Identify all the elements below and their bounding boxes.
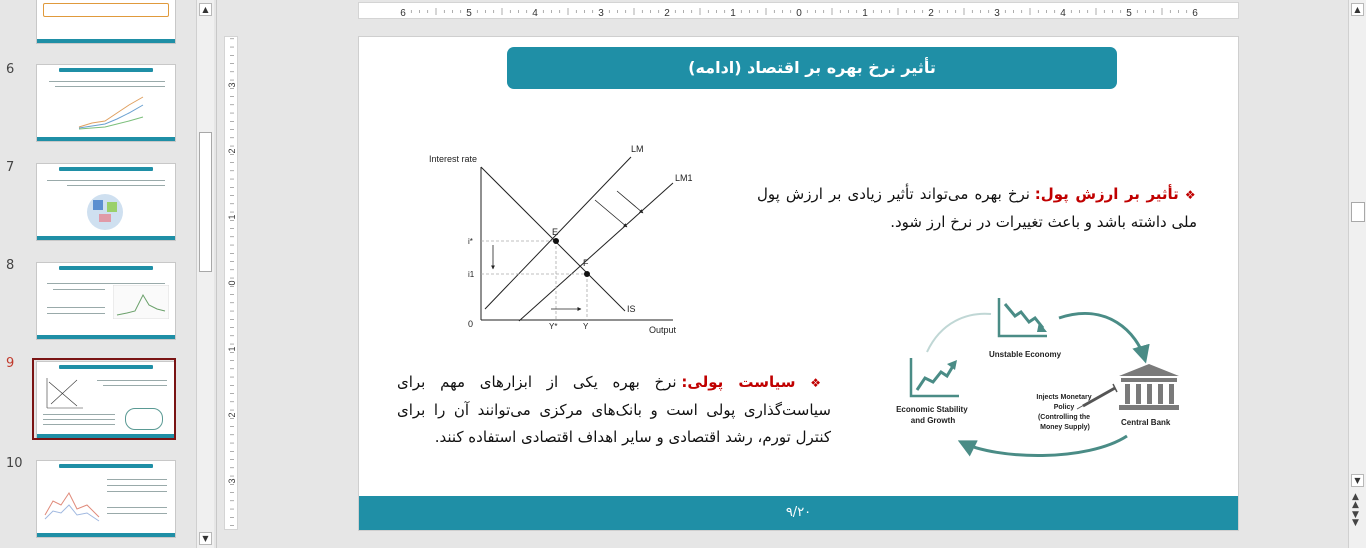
slide-scrollbar[interactable] (1348, 0, 1366, 548)
point-f (584, 271, 590, 277)
point-e-label: E (552, 227, 559, 237)
x-axis-label: Output (649, 325, 677, 335)
cycle-arrow-icon (961, 436, 1127, 456)
slide-thumbnail-7[interactable] (36, 163, 176, 241)
ystar-label: Y* (549, 322, 558, 331)
y-axis-label: Interest rate (429, 154, 478, 164)
istar-label: i* (468, 237, 473, 246)
ruler-label: 1 (227, 214, 237, 220)
vertical-ruler[interactable] (224, 36, 238, 530)
bullet-diamond-icon: ❖ (810, 376, 832, 390)
slide-number-7: 7 (6, 160, 15, 175)
horizontal-ruler[interactable] (358, 2, 1239, 19)
scroll-down-button[interactable]: ▼ (1351, 474, 1364, 487)
ruler-label: 5 (1126, 8, 1132, 19)
point1-text: نرخ بهره می‌تواند تأثیر زیادی بر ارزش پول ملی داشته باشد و باعث تغییرات در نرخ ارز شود. (757, 185, 1197, 231)
thumb-chart-icon (43, 475, 103, 525)
slide-thumbnail-pane (0, 0, 196, 548)
slide-canvas[interactable] (358, 36, 1239, 531)
slide-number-10: 10 (6, 456, 23, 471)
injects-label: Injects Monetary Policy (Controlling the Money Supply) (1036, 394, 1092, 431)
islm-graph[interactable] (423, 137, 713, 342)
downtrend-chart-icon (999, 298, 1047, 336)
ruler-label: 3 (994, 8, 1000, 19)
scroll-up-button[interactable]: ▲ (199, 3, 212, 16)
ruler-label: 4 (1060, 8, 1066, 19)
ruler-label: 1 (862, 8, 868, 19)
bullet-point-monetary-policy[interactable] (397, 369, 831, 451)
uptrend-chart-icon (911, 358, 959, 396)
slide-number-9: 9 (6, 356, 15, 371)
slide-title[interactable]: تأثیر نرخ بهره بر اقتصاد (ادامه) (507, 47, 1117, 89)
ruler-label: 4 (532, 8, 538, 19)
scroll-thumb[interactable] (1351, 202, 1365, 222)
slide-thumbnail-6[interactable] (36, 64, 176, 142)
ruler-label: 3 (598, 8, 604, 19)
thumb-chart-icon (113, 285, 169, 319)
cycle-arrow-icon (1059, 314, 1145, 360)
slide-thumbnail-8[interactable] (36, 262, 176, 340)
cycle-arrow-icon (927, 314, 991, 352)
lm-label: LM (631, 144, 644, 154)
bank-building-icon (1119, 364, 1179, 410)
slide-thumbnail-5[interactable] (36, 0, 176, 44)
point2-text: نرخ بهره یکی از ابزارهای مهم برای سیاست‌گذاری پولی است و بانک‌های مرکزی می‌توانند آن را برای کنترل تورم، رشد اقتصادی و سایر اهداف اقتصادی استفاده کنند. (397, 373, 831, 446)
point-f-label: F (583, 258, 589, 268)
ruler-ticks (359, 3, 1240, 20)
origin-label: 0 (468, 319, 474, 329)
ruler-label: 2 (227, 412, 237, 418)
ruler-label: 2 (928, 8, 934, 19)
stability-label: Economic Stability and Growth (896, 405, 968, 425)
ruler-label: 6 (1192, 8, 1198, 19)
bullet-diamond-icon: ❖ (1184, 188, 1197, 202)
central-bank-label: Central Bank (1121, 418, 1171, 427)
ruler-label: 0 (227, 280, 237, 286)
shift-arrow-icon (595, 200, 627, 227)
next-slide-icon[interactable]: ▼ ▼ (1352, 510, 1359, 528)
ruler-label: 1 (730, 8, 736, 19)
scroll-up-button[interactable]: ▲ (1351, 3, 1364, 16)
lm1-label: LM1 (675, 173, 693, 183)
point2-heading: سیاست پولی: (681, 373, 796, 391)
selected-slide-frame (32, 358, 176, 440)
thumbnail-scrollbar[interactable] (196, 0, 214, 548)
ruler-label: 3 (227, 82, 237, 88)
monetary-cycle-diagram[interactable] (887, 292, 1187, 458)
pane-divider[interactable] (216, 0, 217, 548)
ruler-label: 6 (400, 8, 406, 19)
shift-arrow-icon (617, 191, 643, 213)
lm1-curve (519, 183, 673, 321)
ruler-label: 1 (227, 346, 237, 352)
ruler-label: 2 (227, 148, 237, 154)
point-e (553, 238, 559, 244)
ruler-label: 3 (227, 478, 237, 484)
thumb-chart-icon (77, 91, 147, 131)
y-label: Y (583, 322, 589, 331)
is-label: IS (627, 304, 636, 314)
slide-number-6: 6 (6, 62, 15, 77)
bullet-point-exchange-value[interactable] (757, 181, 1197, 236)
ruler-ticks (225, 37, 239, 531)
slide-thumbnail-10[interactable] (36, 460, 176, 538)
point1-heading: تأثیر بر ارزش پول: (1034, 185, 1179, 203)
slide-footer-page-number: ۹/۲۰ (359, 496, 1238, 530)
ruler-label: 5 (466, 8, 472, 19)
scroll-down-button[interactable]: ▼ (199, 532, 212, 545)
is-curve (481, 167, 625, 311)
previous-slide-icon[interactable]: ▲ ▲ (1352, 492, 1359, 510)
ruler-label: 2 (664, 8, 670, 19)
unstable-economy-label: Unstable Economy (989, 350, 1062, 359)
ruler-label: 0 (796, 8, 802, 19)
i1-label: i1 (468, 270, 475, 279)
slide-number-8: 8 (6, 258, 15, 273)
scroll-thumb[interactable] (199, 132, 212, 272)
